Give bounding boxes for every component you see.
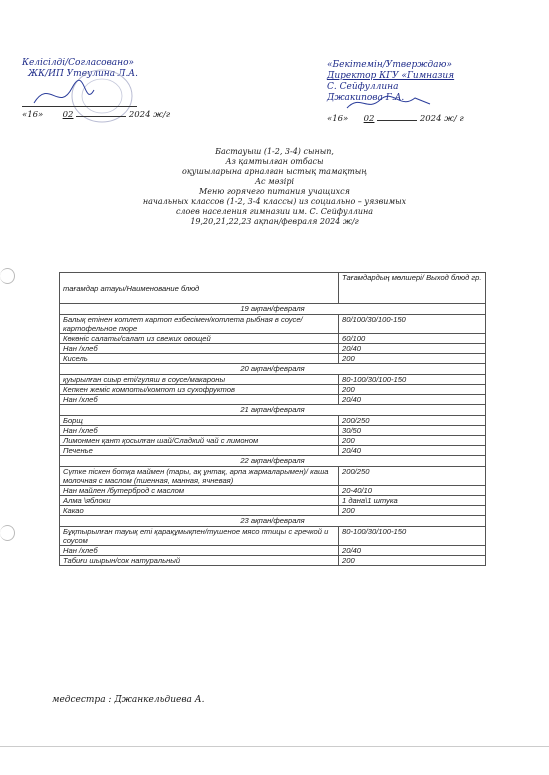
dish-quantity: 20/40 (339, 446, 486, 456)
dish-quantity: 80-100/30/100-150 (339, 527, 486, 546)
dish-name: Нан /хлеб (60, 546, 339, 556)
approval-right-signer: Джакипова Г.А. (327, 93, 405, 103)
approval-left-title: Келісілді/Согласовано» (22, 58, 135, 68)
table-row (60, 467, 486, 486)
dish-quantity: 30/50 (339, 426, 486, 436)
dish-quantity: 20/40 (339, 395, 486, 405)
table-row (60, 426, 486, 436)
column-header-quantity: Тағамдардың мөлшері/ Выход блюд гр. (339, 273, 486, 304)
title-line-6: начальных классов (1-2, 3-4 классы) из социально – уязвимых (142, 197, 407, 206)
table-row (60, 375, 486, 385)
table-row (60, 385, 486, 395)
dish-name: Лимонмен қант қосылған шай/Сладкий чай с лимоном (60, 436, 339, 446)
page-bottom-divider (0, 746, 549, 747)
dish-name: Нан /хлеб (60, 344, 339, 354)
day-header-row (60, 364, 486, 375)
dish-name: Нан /хлеб (60, 426, 339, 436)
table-row (60, 334, 486, 344)
table-row (60, 416, 486, 426)
day-header-row (60, 405, 486, 416)
title-line-7: слоев населения гимназии им. С. Сейфуллина (175, 207, 374, 216)
dish-name: қуырылған сиыр еті/гуляш в соусе/макароны (60, 375, 339, 385)
table-row (60, 344, 486, 354)
dish-name: Көкөніс салаты/салат из свежих овощей (60, 334, 339, 344)
dish-name: Кисель (60, 354, 339, 364)
table-header-row (60, 273, 486, 304)
approval-right-position: Директор КГУ «Гимназия (327, 71, 455, 81)
dish-name: Сүтке піскен ботқа маймен (тары, ақ ұнтақ, арпа жармаларымен)/ каша молочная с маслом (пшенная, манная, ячневая) (60, 467, 339, 486)
dish-quantity: 200 (339, 436, 486, 446)
dish-name: Балық етінен котлет картоп езбесімен/котлета рыбная в соусе/картофельное пюре (60, 315, 339, 334)
day-header-row (60, 304, 486, 315)
menu-table-body (60, 304, 486, 566)
dish-name: Табиғи шырын/сок натуральный (60, 556, 339, 566)
dish-name: Нан /хлеб (60, 395, 339, 405)
table-row (60, 496, 486, 506)
table-row (60, 546, 486, 556)
dish-name: Печенье (60, 446, 339, 456)
dish-quantity: 200 (339, 385, 486, 395)
table-row (60, 527, 486, 546)
title-line-1: Бастауыш (1-2, 3-4) сынып, (215, 147, 334, 156)
dish-quantity: 20-40/10 (339, 486, 486, 496)
table-row (60, 436, 486, 446)
dish-name: Алма \яблоки (60, 496, 339, 506)
dish-name: Борщ (60, 416, 339, 426)
dish-quantity: 200/250 (339, 467, 486, 486)
table-row (60, 506, 486, 516)
title-line-5: Меню горячего питания учащихся (199, 187, 350, 196)
title-line-3: оқушыларына арналған ыстық тамақтың (182, 167, 367, 176)
day-header-row (60, 516, 486, 527)
day-label: 23 ақпан/февраля (60, 516, 486, 527)
day-header-row (60, 456, 486, 467)
title-line-2: Аз қамтылған отбасы (225, 157, 324, 166)
dish-name: Кепкен жеміс компоты/компот из сухофруктов (60, 385, 339, 395)
dish-quantity: 20/40 (339, 546, 486, 556)
table-row (60, 354, 486, 364)
dish-quantity: 200 (339, 556, 486, 566)
table-row (60, 446, 486, 456)
dish-quantity: 60/100 (339, 334, 486, 344)
approval-left-signer: ЖК/ИП Утеулина Л.А. (28, 69, 138, 79)
table-row (60, 395, 486, 405)
nurse-signature-line: медсестра : Джанкельдиева А. (52, 695, 205, 705)
day-label: 20 ақпан/февраля (60, 364, 486, 375)
dish-quantity: 1 дана\1 штука (339, 496, 486, 506)
menu-title-block (0, 147, 549, 227)
dish-quantity: 200 (339, 354, 486, 364)
dish-name: Бұқтырылған тауық еті қарақұмықпен/тушеное мясо птицы с гречкой и соусом (60, 527, 339, 546)
dish-quantity: 200/250 (339, 416, 486, 426)
menu-table (59, 272, 486, 566)
table-row (60, 315, 486, 334)
day-label: 19 ақпан/февраля (60, 304, 486, 315)
dish-quantity: 200 (339, 506, 486, 516)
director-signature (345, 92, 435, 114)
dish-name: Какао (60, 506, 339, 516)
scan-edge-mark (0, 525, 15, 541)
column-header-dish: тағамдар атауы/Наименование блюд (60, 273, 339, 304)
day-label: 21 ақпан/февраля (60, 405, 486, 416)
title-line-4: Ас мәзірі (254, 177, 295, 186)
approval-right-date: «16» 02 2024 ж/ г (327, 114, 464, 124)
dish-quantity: 80/100/30/100-150 (339, 315, 486, 334)
dish-quantity: 20/40 (339, 344, 486, 354)
title-line-8: 19,20,21,22,23 ақпан/февраля 2024 ж/г (190, 217, 359, 226)
approval-right-title: «Бекітемін/Утверждаю» (327, 60, 452, 70)
dish-name: Нан майлен /бутерброд с маслом (60, 486, 339, 496)
approval-left-date: «16» 02 2024 ж/г (22, 110, 171, 120)
table-row (60, 486, 486, 496)
approval-right-name: С. Сейфуллина (327, 82, 399, 92)
scan-edge-mark (0, 268, 15, 284)
day-label: 22 ақпан/февраля (60, 456, 486, 467)
dish-quantity: 80-100/30/100-150 (339, 375, 486, 385)
table-row (60, 556, 486, 566)
